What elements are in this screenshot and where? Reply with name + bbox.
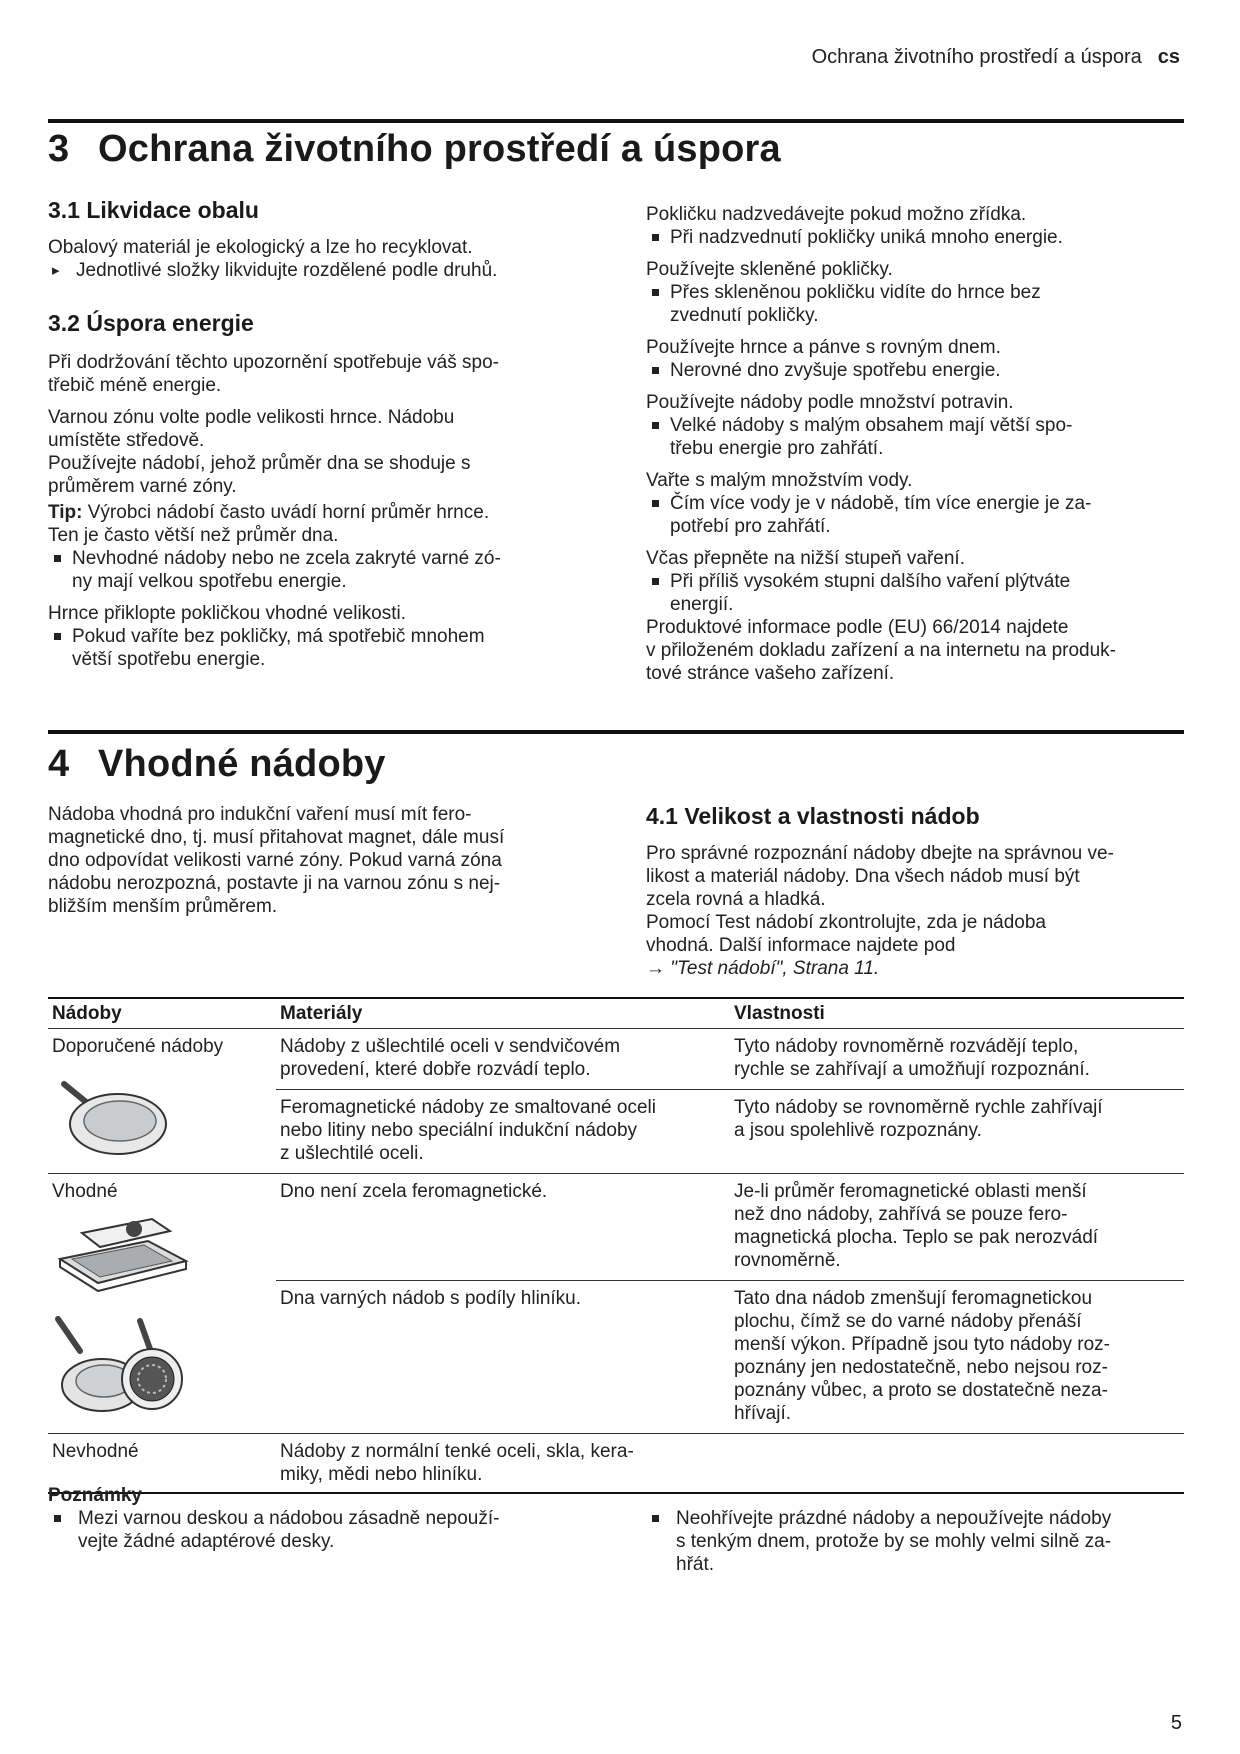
property-cell — [730, 1089, 1184, 1173]
note-item — [646, 1507, 1186, 1576]
section-title: Vhodné nádoby — [98, 743, 386, 785]
paragraph-line: Používejte nádobí, jehož průměr dna se shoduje s — [48, 453, 471, 474]
paragraph-line: Používejte hrnce a pánve s rovným dnem. — [646, 337, 1001, 358]
paragraph-line: tové stránce vašeho zařízení. — [646, 663, 895, 684]
subsection-3-2-body — [48, 351, 568, 671]
paragraph-line: bližším menším průměrem. — [48, 896, 278, 917]
property-cell — [730, 1029, 1184, 1090]
cell-line: Tyto nádoby rovnoměrně rozvádějí teplo, — [734, 1036, 1079, 1057]
paragraph-line: Používejte nádoby podle množství potravin. — [646, 392, 1014, 413]
header-lang: cs — [1157, 46, 1180, 68]
note-line: vejte žádné adaptérové desky. — [78, 1531, 335, 1552]
running-header — [812, 46, 1180, 69]
note-line: s tenkým dnem, protože by se mohly velmi silně za- — [676, 1531, 1112, 1552]
notes-right — [646, 1507, 1186, 1576]
paragraph-line: dno odpovídat velikosti varné zóny. Pokud varná zóna — [48, 850, 502, 871]
paragraph-line: Pro správné rozpoznání nádoby dbejte na správnou ve- — [646, 843, 1114, 864]
bullet-line: Velké nádoby s malým obsahem mají větší spo- — [670, 415, 1073, 436]
paragraph-line: Hrnce přiklopte pokličkou vhodné velikosti. — [48, 603, 407, 624]
bullet-item — [646, 226, 1186, 249]
notes-title: Poznámky — [48, 1485, 142, 1506]
bullet-item — [646, 359, 1186, 382]
bullet-line: ny mají velkou spotřebu energie. — [72, 571, 347, 592]
notes-left — [48, 1484, 588, 1553]
section-3-left-column — [48, 197, 568, 671]
cell-line: poznány jen nedostatečně, nebo nejsou roz- — [734, 1356, 1108, 1378]
section-3-heading — [48, 128, 781, 171]
category-cell — [48, 1174, 276, 1434]
cell-line: magnetická plocha. Teplo se pak nerozvádí — [734, 1227, 1099, 1248]
paragraph: Obalový materiál je ekologický a lze ho recyklovat. — [48, 237, 473, 258]
category-cell — [48, 1029, 276, 1174]
table-header-row — [48, 998, 1184, 1029]
cookware-table — [48, 997, 1184, 1494]
bullet-item — [646, 281, 1186, 327]
section-4-heading — [48, 743, 386, 786]
bullet-line: Pokud vaříte bez pokličky, má spotřebič mnohem — [72, 626, 485, 647]
note-item — [48, 1507, 588, 1553]
section-rule — [48, 730, 1184, 734]
cell-line: Nádoby z normální tenké oceli, skla, kera- — [280, 1441, 634, 1462]
bullet-line: Nevhodné nádoby nebo ne zcela zakryté varné zó- — [72, 548, 501, 569]
bullet-item — [48, 547, 568, 593]
bullet-item — [646, 414, 1186, 460]
bullet-line: Při nadzvednutí pokličky uniká mnoho energie. — [670, 227, 1063, 248]
column-header: Nádoby — [48, 998, 276, 1029]
column-header: Vlastnosti — [730, 998, 1184, 1029]
cell-line: menší výkon. Případně jsou tyto nádoby roz- — [734, 1333, 1110, 1355]
section-number: 3 — [48, 128, 70, 170]
cell-line: poznány vůbec, a proto se dostatečně neza- — [734, 1379, 1108, 1401]
bullet-line: třebu energie pro zahřátí. — [670, 438, 884, 459]
property-cell — [730, 1174, 1184, 1281]
tip-text: Výrobci nádobí často uvádí horní průměr hrnce. — [82, 502, 490, 523]
cell-line: Nádoby z ušlechtilé oceli v sendvičovém — [280, 1036, 621, 1057]
bullet-line: větší spotřebu energie. — [72, 649, 266, 670]
tip-label: Tip: — [48, 502, 83, 523]
frying-pan-icon — [52, 1066, 172, 1161]
cell-line: plochu, čímž se do varné nádoby přenáší — [734, 1310, 1082, 1332]
cell-line: Feromagnetické nádoby ze smaltované oceli — [280, 1096, 656, 1118]
subsection-3-1-title: 3.1 Likvidace obalu — [48, 197, 259, 223]
paragraph-line: Pokličku nadzvedávejte pokud možno zřídka. — [646, 204, 1027, 225]
note-line: Mezi varnou deskou a nádobou zásadně nepouží- — [78, 1508, 500, 1529]
column-header: Materiály — [276, 998, 730, 1029]
subsection-4-1 — [646, 803, 1186, 980]
category-label: Vhodné — [52, 1181, 118, 1202]
material-cell — [276, 1174, 730, 1281]
property-cell — [730, 1434, 1184, 1494]
paragraph-line: likost a materiál nádoby. Dna všech nádob musí být — [646, 866, 1080, 887]
property-cell — [730, 1280, 1184, 1433]
subsection-4-1-title: 4.1 Velikost a vlastnosti nádob — [646, 803, 980, 829]
cell-line: hřívají. — [734, 1402, 792, 1424]
category-label: Nevhodné — [52, 1441, 139, 1462]
paragraph-line: umístěte středově. — [48, 430, 205, 451]
cell-line: a jsou spolehlivě rozpoznány. — [734, 1119, 982, 1141]
cell-line: z ušlechtilé oceli. — [280, 1142, 424, 1164]
section-3-right-column — [646, 203, 1186, 685]
paragraph-line: průměrem varné zóny. — [48, 476, 237, 497]
cell-line: Tato dna nádob zmenšují feromagnetickou — [734, 1287, 1093, 1309]
paragraph-line: třebič méně energie. — [48, 375, 222, 396]
cell-line: Dno není zcela feromagnetické. — [280, 1181, 548, 1202]
material-cell — [276, 1089, 730, 1173]
cell-line: provedení, které dobře rozvádí teplo. — [280, 1059, 591, 1080]
paragraph-line: Používejte skleněné pokličky. — [646, 259, 893, 280]
subsection-3-1-body — [48, 236, 568, 282]
subsection-4-1-body — [646, 842, 1186, 980]
cell-line: rovnoměrně. — [734, 1250, 841, 1271]
section-4-intro — [48, 803, 588, 918]
pans-icon — [52, 1311, 192, 1421]
bullet-line: zvednutí pokličky. — [670, 305, 819, 326]
paragraph-line: Při dodržování těchto upozornění spotřebuje váš spo- — [48, 352, 499, 373]
bullet-item — [646, 570, 1186, 616]
cell-line: rychle se zahřívají a umožňují rozpoznání. — [734, 1059, 1090, 1080]
cell-line: Je-li průměr feromagnetické oblasti menší — [734, 1181, 1087, 1202]
section-rule — [48, 119, 1184, 123]
material-cell — [276, 1280, 730, 1433]
paragraph-line: v přiloženém dokladu zařízení a na internetu na produk- — [646, 640, 1116, 661]
paragraph-line: Ten je často větší než průměr dna. — [48, 525, 339, 546]
note-line: Neohřívejte prázdné nádoby a nepoužívejte nádoby — [676, 1508, 1112, 1529]
paragraph-line: Včas přepněte na nižší stupeň vaření. — [646, 548, 965, 569]
bullet-line: potřebí pro zahřátí. — [670, 516, 831, 537]
tip-line — [48, 501, 568, 524]
paragraph-line: Produktové informace podle (EU) 66/2014 najdete — [646, 617, 1069, 638]
table-row — [48, 1174, 1184, 1281]
bullet-line: Přes skleněnou pokličku vidíte do hrnce bez — [670, 282, 1041, 303]
section-title: Ochrana životního prostředí a úspora — [98, 128, 781, 170]
cell-line: Tyto nádoby se rovnoměrně rychle zahřívají — [734, 1096, 1103, 1118]
note-line: hřát. — [676, 1554, 715, 1575]
paragraph-line: magnetické dno, tj. musí přitahovat magnet, dále musí — [48, 827, 505, 848]
paragraph-line: nádobu nerozpozná, postavte ji na varnou zónu s nej- — [48, 873, 501, 894]
paragraph-line: Pomocí Test nádobí zkontrolujte, zda je nádoba — [646, 912, 1046, 933]
cell-line: miky, mědi nebo hliníku. — [280, 1464, 483, 1485]
section-number: 4 — [48, 743, 70, 785]
paragraph-line: Varnou zónu volte podle velikosti hrnce. Nádobu — [48, 407, 455, 428]
paragraph-line: Nádoba vhodná pro indukční vaření musí mít fero- — [48, 804, 472, 825]
table-row — [48, 1029, 1184, 1090]
grill-plate-icon — [52, 1211, 192, 1301]
cell-line: než dno nádoby, zahřívá se pouze fero- — [734, 1204, 1068, 1225]
paragraph-line: vhodná. Další informace najdete pod — [646, 935, 956, 956]
header-title: Ochrana životního prostředí a úspora — [811, 46, 1142, 68]
subsection-3-2-title: 3.2 Úspora energie — [48, 310, 254, 336]
bullet-item — [48, 625, 568, 671]
bullet-line: Při příliš vysokém stupni dalšího vaření plýtváte — [670, 571, 1071, 592]
bullet-line: Nerovné dno zvyšuje spotřebu energie. — [670, 360, 1001, 381]
bullet-item — [646, 492, 1186, 538]
paragraph-line: zcela rovná a hladká. — [646, 889, 826, 910]
paragraph-line: Vařte s malým množstvím vody. — [646, 470, 913, 491]
cross-reference-link[interactable]: → "Test nádobí", Strana 11. — [646, 958, 880, 979]
page-number: 5 — [1170, 1712, 1182, 1734]
category-label: Doporučené nádoby — [52, 1036, 224, 1057]
bullet-line: Čím více vody je v nádobě, tím více energie je za- — [670, 493, 1092, 514]
cell-line: Dna varných nádob s podíly hliníku. — [280, 1287, 582, 1309]
material-cell — [276, 1029, 730, 1090]
bullet-line: energií. — [670, 594, 734, 615]
cell-line: nebo litiny nebo speciální indukční nádoby — [280, 1119, 638, 1141]
instruction-step: ▸ Jednotlivé složky likvidujte rozdělené podle druhů. — [48, 259, 568, 282]
